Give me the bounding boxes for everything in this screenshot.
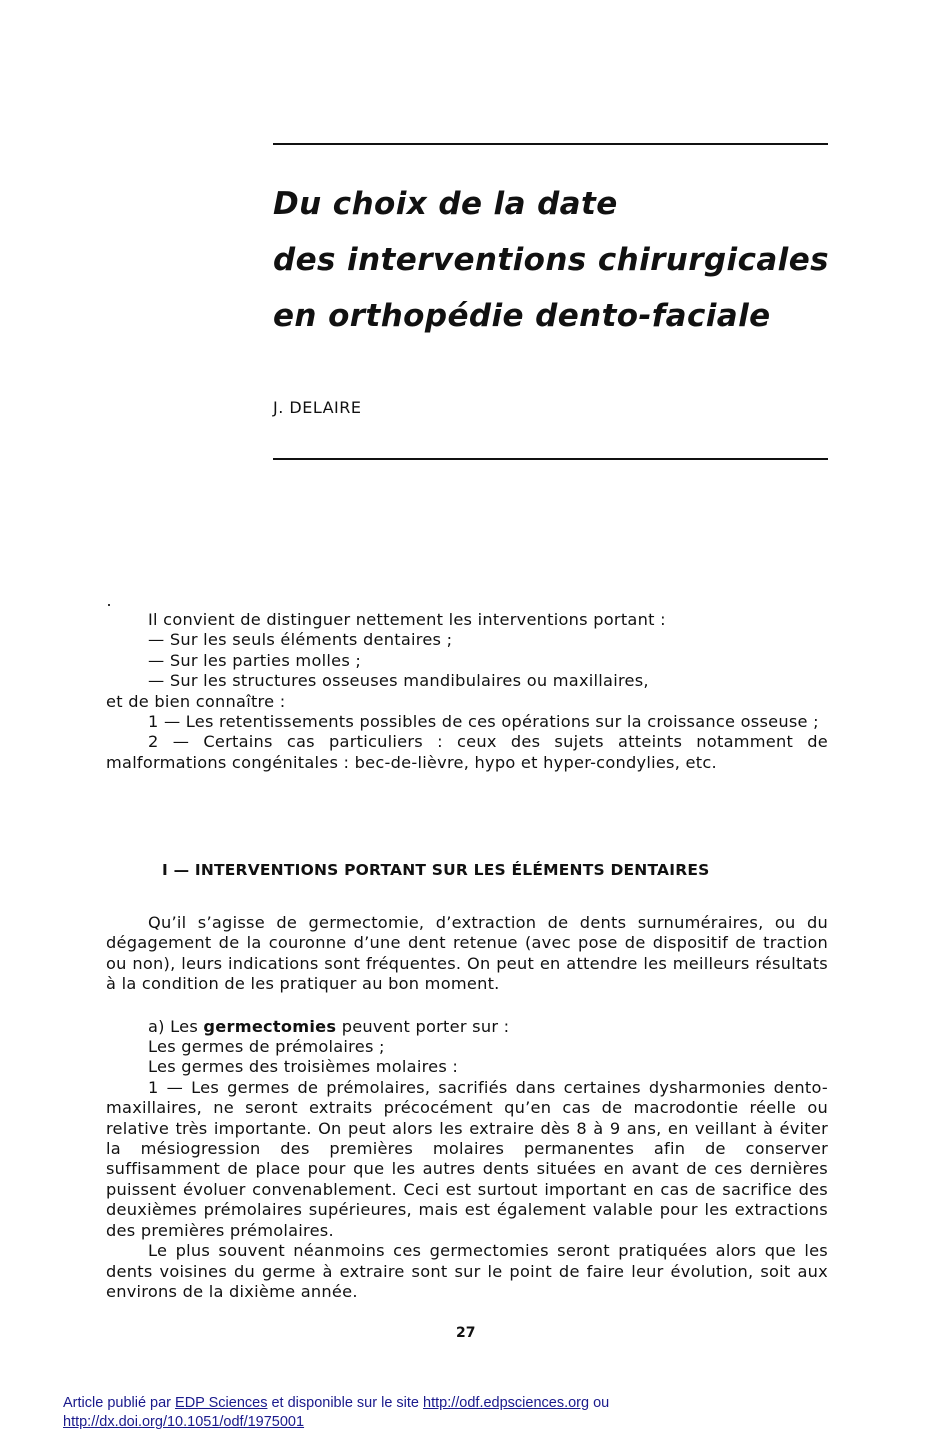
footer-line-2	[63, 1413, 609, 1432]
intro-line: et de bien connaître :	[106, 691, 286, 711]
stray-mark	[108, 604, 110, 606]
title-line-3: en orthopédie dento-faciale	[273, 298, 771, 334]
germectomies-suffix: peuvent porter sur :	[336, 1016, 510, 1036]
intro-line: 1 — Les retentissements possibles de ces opérations sur la croissance osseuse ;	[148, 712, 819, 732]
list-item: Les germes des troisièmes molaires :	[148, 1057, 459, 1077]
publisher-link[interactable]: EDP Sciences	[175, 1395, 268, 1411]
doi-link[interactable]: http://dx.doi.org/10.1051/odf/1975001	[63, 1414, 305, 1430]
article-title	[273, 176, 873, 344]
page-number: 27	[456, 1325, 476, 1341]
intro-line: 2 — Certains cas particuliers : ceux des sujets atteints notamment de malformations congénitales : bec-de-lièvre, hypo et hyper-condylies, etc.	[106, 732, 828, 772]
footer-suffix: ou	[589, 1395, 610, 1411]
intro-line: — Sur les seuls éléments dentaires ;	[148, 630, 453, 650]
footer-line-1	[63, 1394, 609, 1413]
intro-block	[106, 610, 828, 773]
title-line-2: des interventions chirurgicales	[273, 242, 829, 278]
section-heading: I — INTERVENTIONS PORTANT SUR LES ÉLÉMENTS DENTAIRES	[162, 861, 710, 879]
footer-middle: et disponible sur le site	[267, 1395, 424, 1411]
list-item: Les germes de prémolaires ;	[148, 1037, 385, 1057]
paragraph-2: Le plus souvent néanmoins ces germectomies seront pratiquées alors que les dents voisines du germe à extraire sont sur le point de faire leur évolution, soit aux environs de la dixième année.	[106, 1241, 828, 1301]
author: J. DELAIRE	[273, 398, 362, 417]
germectomies-prefix: a) Les	[148, 1016, 204, 1036]
intro-line: Il convient de distinguer nettement les interventions portant :	[148, 610, 666, 629]
bottom-rule	[273, 458, 828, 460]
title-line-1: Du choix de la date	[273, 186, 618, 222]
site-link[interactable]: http://odf.edpsciences.org	[423, 1395, 590, 1411]
section-block	[106, 913, 828, 1302]
germectomies-line	[106, 1017, 828, 1037]
footer-prefix: Article publié par	[63, 1395, 176, 1411]
section-paragraph: Qu’il s’agisse de germectomie, d’extraction de dents surnuméraires, ou du dégagement de la couronne d’une dent retenue (avec pose de dispositif de traction ou non), leurs indications sont fréquentes. On peut en attendre les meilleurs résultats à la condition de les pratiquer au bon moment.	[106, 913, 828, 994]
footer	[63, 1394, 609, 1432]
intro-line: — Sur les structures osseuses mandibulaires ou maxillaires,	[148, 671, 649, 691]
top-rule	[273, 143, 828, 145]
paragraph-1: 1 — Les germes de prémolaires, sacrifiés dans certaines dysharmonies dento-maxillaires, ne seront extraits précocément qu’en cas de macrodontie réelle ou relative très importante. On peut alors les extraire dès 8 à 9 ans, en veillant à éviter la mésiogression des premières molaires permanentes afin de conserver suffisamment de place pour que les autres dents situées en avant de ces dernières puissent évoluer convenablement. Ceci est surtout important en cas de sacrifice des deuxièmes prémolaires supérieures, mais est également valable pour les extractions des premières prémolaires.	[106, 1077, 828, 1240]
germectomies-bold: germectomies	[203, 1016, 337, 1036]
intro-line: — Sur les parties molles ;	[148, 650, 362, 670]
